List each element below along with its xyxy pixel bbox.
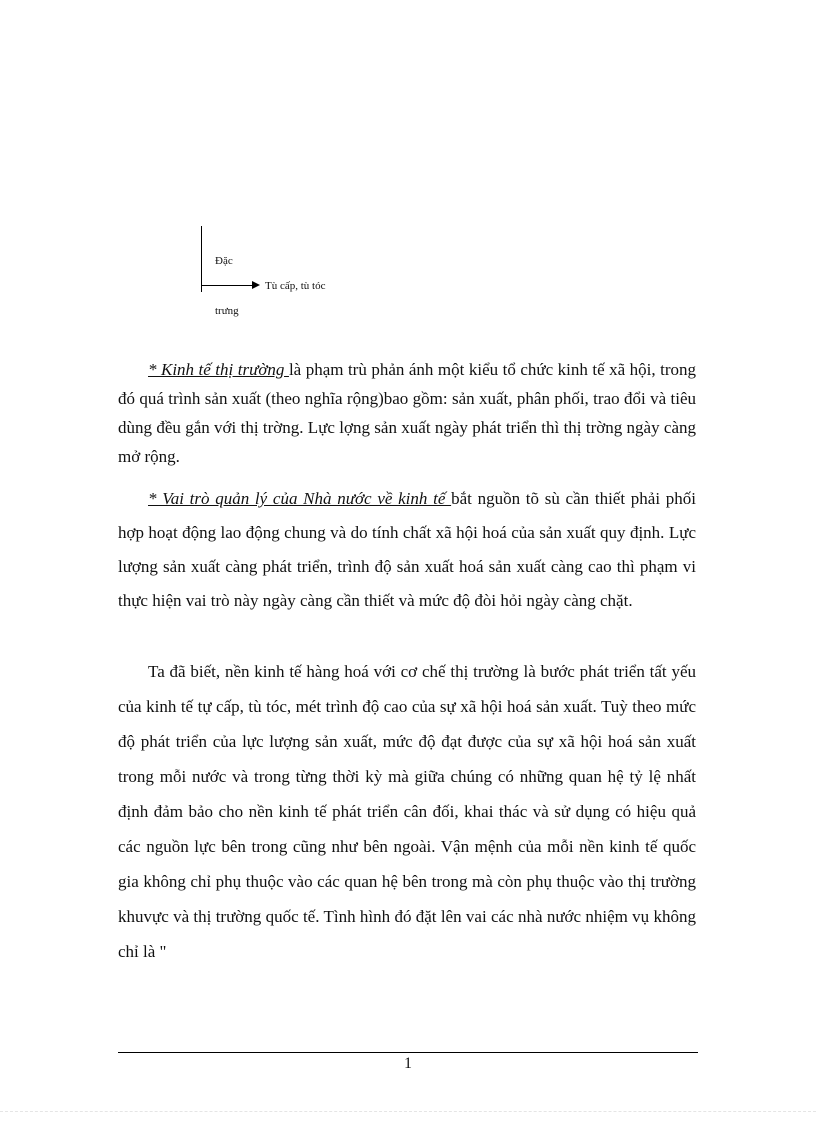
paragraph-state-role: [118, 482, 696, 618]
diagram: [0, 0, 816, 340]
paragraph-market-economy: [118, 355, 696, 471]
paragraph-text: Ta đã biết, nền kinh tế hàng hoá với cơ chế thị trường là bước phát triển tất yếu của kinh tế tự cấp, tù tóc, mét trình độ cao của sự xã hội hoá sản xuất. Tuỳ theo mức độ phát triển của lực lượng sản xuất, mức độ đạt được của sự xã hội hoá sản xuất trong mỗi nước và trong từng thời kỳ mà giữa chúng có những quan hệ tỷ lệ nhất định đảm bảo cho nền kinh tế phát triển cân đối, khai thác và sử dụng có hiệu quả các nguồn lực bên trong cũng như bên ngoài. Vận mệnh của mỗi nền kinh tế quốc gia không chỉ phụ thuộc vào các quan hệ bên trong mà còn phụ thuộc vào thị trường khuvực và thị trường quốc tế. Tình hình đó đặt lên vai các nhà nước nhiệm vụ không chỉ là ": [118, 662, 696, 961]
paragraph-text: bắt nguồn tõ sù cần thiết phải phối hợp hoạt động lao động chung và do tính chất xã hội hoá của sản xuất quy định. Lực lượng sản xuất càng phát triển, trình độ sản xuất hoá sản xuất càng cao thì phạm vi thực hiện vai trò này ngày càng cần thiết và mức độ đòi hỏi ngày càng chặt.: [118, 489, 696, 610]
diagram-label-bottom: trưng: [215, 305, 239, 317]
page-number: 1: [404, 1055, 412, 1072]
paragraph-text: là phạm trù phản ánh một kiểu tổ chức kinh tế xã hội, trong đó quá trình sản xuất (theo nghĩa rộng)bao gồm: sản xuất, phân phối, trao đổi và tiêu dùng đều gắn với thị trờng. Lực lợng sản xuất ngày phát triển thì thị trờng ngày càng mở rộng.: [118, 360, 696, 466]
diagram-arrow-target: Tù cấp, tù tóc: [265, 280, 326, 292]
arrow-right-icon: [252, 281, 260, 289]
diagram-vertical-line: [201, 226, 202, 292]
diagram-horizontal-line: [201, 285, 253, 286]
term-market-economy: * Kinh tế thị trường: [148, 360, 289, 379]
term-state-role: * Vai trò quản lý của Nhà nước về kinh tế: [148, 489, 452, 508]
paragraph-commodity-economy: [118, 654, 696, 969]
page-bottom-border: [0, 1111, 816, 1112]
diagram-label-top: Đặc: [215, 255, 233, 267]
footer-divider: [118, 1052, 698, 1053]
